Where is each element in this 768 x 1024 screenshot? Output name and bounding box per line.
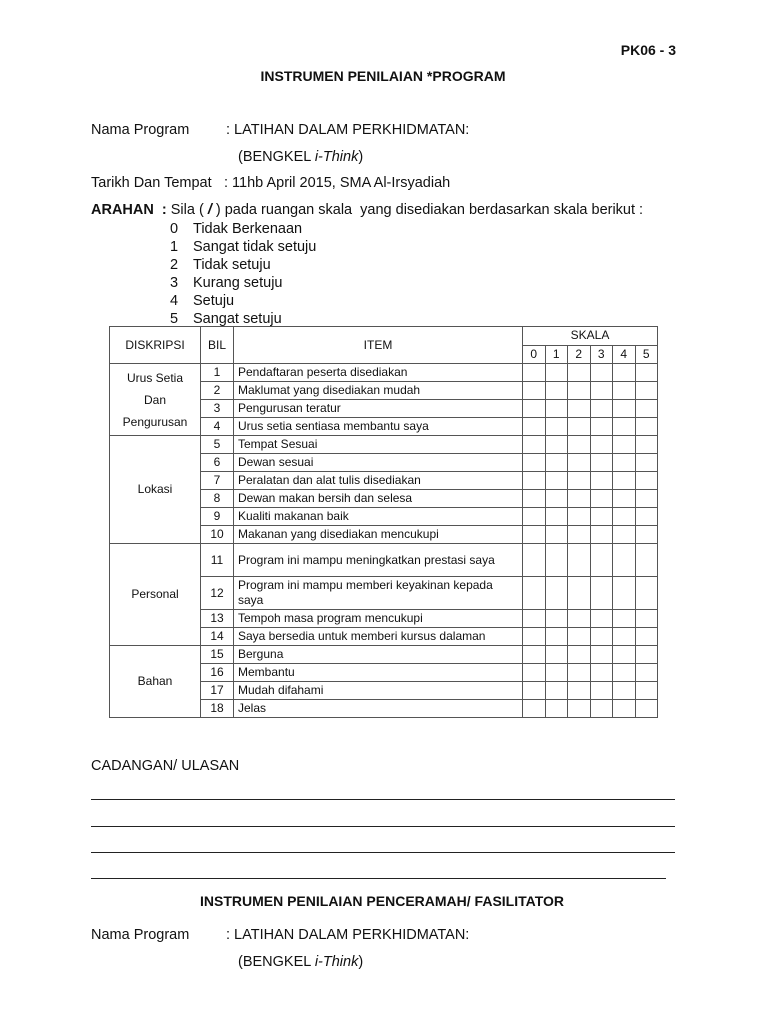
scale-item: 4 Setuju bbox=[170, 293, 235, 309]
scale-cell-5[interactable] bbox=[635, 577, 658, 610]
scale-cell-2[interactable] bbox=[568, 418, 591, 436]
bengkel-line: (BENGKEL i-Think) bbox=[238, 149, 364, 165]
scale-cell-3[interactable] bbox=[590, 610, 613, 628]
nama-program-label-2: Nama Program bbox=[91, 927, 190, 943]
scale-cell-1[interactable] bbox=[545, 682, 568, 700]
scale-cell-0[interactable] bbox=[523, 400, 546, 418]
scale-cell-3[interactable] bbox=[590, 382, 613, 400]
scale-cell-5[interactable] bbox=[635, 526, 658, 544]
scale-cell-3[interactable] bbox=[590, 454, 613, 472]
scale-cell-5[interactable] bbox=[635, 382, 658, 400]
row-item: Saya bersedia untuk memberi kursus dalaman bbox=[234, 628, 523, 646]
scale-cell-5[interactable] bbox=[635, 664, 658, 682]
scale-cell-1[interactable] bbox=[545, 400, 568, 418]
scale-cell-4[interactable] bbox=[613, 700, 636, 718]
row-item: Pengurusan teratur bbox=[234, 400, 523, 418]
scale-cell-2[interactable] bbox=[568, 700, 591, 718]
row-bil: 10 bbox=[201, 526, 234, 544]
scale-cell-2[interactable] bbox=[568, 646, 591, 664]
scale-cell-4[interactable] bbox=[613, 544, 636, 577]
scale-cell-3[interactable] bbox=[590, 700, 613, 718]
row-item: Tempoh masa program mencukupi bbox=[234, 610, 523, 628]
header-diskripsi: DISKRIPSI bbox=[110, 327, 201, 364]
scale-cell-0[interactable] bbox=[523, 382, 546, 400]
scale-cell-4[interactable] bbox=[613, 577, 636, 610]
row-bil: 2 bbox=[201, 382, 234, 400]
row-item: Peralatan dan alat tulis disediakan bbox=[234, 472, 523, 490]
scale-cell-5[interactable] bbox=[635, 682, 658, 700]
group-name-line: Lokasi bbox=[137, 482, 173, 496]
row-bil: 11 bbox=[201, 544, 234, 577]
arahan-line: ARAHAN : Sila ( / ) pada ruangan skala yang disediakan berdasarkan skala berikut : bbox=[91, 202, 644, 218]
scale-cell-3[interactable] bbox=[590, 490, 613, 508]
scale-cell-2[interactable] bbox=[568, 664, 591, 682]
scale-cell-4[interactable] bbox=[613, 454, 636, 472]
nama-program-label: Nama Program bbox=[91, 122, 190, 138]
scale-cell-1[interactable] bbox=[545, 628, 568, 646]
comment-line[interactable] bbox=[91, 852, 675, 853]
group-name-line: Urus Setia bbox=[126, 370, 184, 385]
scale-cell-4[interactable] bbox=[613, 526, 636, 544]
scale-cell-0[interactable] bbox=[523, 700, 546, 718]
row-bil: 13 bbox=[201, 610, 234, 628]
scale-cell-0[interactable] bbox=[523, 490, 546, 508]
scale-cell-4[interactable] bbox=[613, 364, 636, 382]
scale-cell-4[interactable] bbox=[613, 418, 636, 436]
group-name-line: Dan bbox=[143, 392, 166, 407]
row-bil: 1 bbox=[201, 364, 234, 382]
scale-cell-4[interactable] bbox=[613, 610, 636, 628]
scale-cell-0[interactable] bbox=[523, 664, 546, 682]
group-name bbox=[110, 436, 201, 544]
row-bil: 14 bbox=[201, 628, 234, 646]
scale-cell-0[interactable] bbox=[523, 577, 546, 610]
scale-cell-5[interactable] bbox=[635, 472, 658, 490]
row-bil: 18 bbox=[201, 700, 234, 718]
row-bil: 3 bbox=[201, 400, 234, 418]
scale-cell-1[interactable] bbox=[545, 577, 568, 610]
nama-program-value-2: : LATIHAN DALAM PERKHIDMATAN: bbox=[226, 927, 470, 943]
row-item: Dewan sesuai bbox=[234, 454, 523, 472]
scale-cell-0[interactable] bbox=[523, 646, 546, 664]
scale-cell-0[interactable] bbox=[523, 682, 546, 700]
scale-cell-3[interactable] bbox=[590, 436, 613, 454]
nama-program-value: : LATIHAN DALAM PERKHIDMATAN: bbox=[226, 122, 470, 138]
scale-cell-1[interactable] bbox=[545, 610, 568, 628]
comment-line[interactable] bbox=[91, 826, 675, 827]
scale-cell-4[interactable] bbox=[613, 382, 636, 400]
scale-item: 0 Tidak Berkenaan bbox=[170, 221, 303, 237]
tarikh-value: : 11hb April 2015, SMA Al-Irsyadiah bbox=[224, 175, 451, 191]
row-item: Kualiti makanan baik bbox=[234, 508, 523, 526]
group-name-line: Personal bbox=[131, 587, 179, 601]
scale-cell-4[interactable] bbox=[613, 628, 636, 646]
row-item: Makanan yang disediakan mencukupi bbox=[234, 526, 523, 544]
scale-cell-1[interactable] bbox=[545, 472, 568, 490]
header-scale-4: 4 bbox=[613, 345, 636, 364]
row-bil: 8 bbox=[201, 490, 234, 508]
scale-cell-4[interactable] bbox=[613, 472, 636, 490]
scale-cell-4[interactable] bbox=[613, 664, 636, 682]
table-row bbox=[110, 544, 658, 577]
scale-cell-0[interactable] bbox=[523, 610, 546, 628]
group-name bbox=[110, 646, 201, 718]
scale-item: 2 Tidak setuju bbox=[170, 257, 271, 273]
scale-cell-5[interactable] bbox=[635, 364, 658, 382]
scale-cell-1[interactable] bbox=[545, 664, 568, 682]
scale-cell-1[interactable] bbox=[545, 544, 568, 577]
row-item: Jelas bbox=[234, 700, 523, 718]
row-item: Program ini mampu meningkatkan prestasi saya bbox=[234, 544, 523, 577]
scale-cell-5[interactable] bbox=[635, 700, 658, 718]
group-name-line: Pengurusan bbox=[122, 414, 188, 429]
row-bil: 6 bbox=[201, 454, 234, 472]
scale-cell-4[interactable] bbox=[613, 400, 636, 418]
page-title: INSTRUMEN PENILAIAN *PROGRAM bbox=[260, 68, 506, 84]
evaluation-table bbox=[109, 326, 658, 718]
scale-cell-5[interactable] bbox=[635, 418, 658, 436]
scale-legend bbox=[170, 220, 316, 328]
header-scale-3: 3 bbox=[590, 345, 613, 364]
scale-item: 5 Sangat setuju bbox=[170, 311, 282, 327]
scale-cell-3[interactable] bbox=[590, 400, 613, 418]
comment-line[interactable] bbox=[91, 878, 666, 879]
row-item: Pendaftaran peserta disediakan bbox=[234, 364, 523, 382]
scale-cell-4[interactable] bbox=[613, 646, 636, 664]
scale-cell-2[interactable] bbox=[568, 400, 591, 418]
scale-cell-5[interactable] bbox=[635, 508, 658, 526]
scale-cell-3[interactable] bbox=[590, 646, 613, 664]
scale-cell-5[interactable] bbox=[635, 400, 658, 418]
scale-cell-0[interactable] bbox=[523, 544, 546, 577]
scale-cell-5[interactable] bbox=[635, 610, 658, 628]
scale-cell-1[interactable] bbox=[545, 436, 568, 454]
scale-cell-2[interactable] bbox=[568, 454, 591, 472]
header-scale-5: 5 bbox=[635, 345, 658, 364]
scale-cell-4[interactable] bbox=[613, 436, 636, 454]
row-item: Tempat Sesuai bbox=[234, 436, 523, 454]
cadangan-label: CADANGAN/ ULASAN bbox=[91, 758, 240, 774]
scale-cell-5[interactable] bbox=[635, 454, 658, 472]
scale-cell-0[interactable] bbox=[523, 364, 546, 382]
row-bil: 5 bbox=[201, 436, 234, 454]
table-row bbox=[110, 436, 658, 454]
scale-cell-0[interactable] bbox=[523, 628, 546, 646]
group-name bbox=[110, 364, 201, 436]
scale-cell-1[interactable] bbox=[545, 526, 568, 544]
scale-cell-1[interactable] bbox=[545, 490, 568, 508]
scale-cell-2[interactable] bbox=[568, 682, 591, 700]
row-item: Mudah difahami bbox=[234, 682, 523, 700]
scale-cell-3[interactable] bbox=[590, 682, 613, 700]
row-bil: 15 bbox=[201, 646, 234, 664]
header-scale-0: 0 bbox=[523, 345, 546, 364]
row-item: Urus setia sentiasa membantu saya bbox=[234, 418, 523, 436]
scale-cell-1[interactable] bbox=[545, 646, 568, 664]
row-item: Dewan makan bersih dan selesa bbox=[234, 490, 523, 508]
scale-cell-3[interactable] bbox=[590, 364, 613, 382]
scale-cell-1[interactable] bbox=[545, 700, 568, 718]
scale-cell-5[interactable] bbox=[635, 436, 658, 454]
table-row bbox=[110, 646, 658, 664]
form-code: PK06 - 3 bbox=[620, 42, 676, 58]
scale-cell-1[interactable] bbox=[545, 454, 568, 472]
scale-cell-2[interactable] bbox=[568, 508, 591, 526]
scale-cell-5[interactable] bbox=[635, 544, 658, 577]
scale-cell-0[interactable] bbox=[523, 472, 546, 490]
scale-cell-2[interactable] bbox=[568, 382, 591, 400]
scale-cell-3[interactable] bbox=[590, 664, 613, 682]
header-bil: BIL bbox=[201, 327, 234, 364]
scale-cell-4[interactable] bbox=[613, 682, 636, 700]
scale-cell-1[interactable] bbox=[545, 418, 568, 436]
scale-cell-1[interactable] bbox=[545, 364, 568, 382]
scale-cell-2[interactable] bbox=[568, 544, 591, 577]
row-bil: 4 bbox=[201, 418, 234, 436]
group-name bbox=[110, 544, 201, 646]
scale-cell-0[interactable] bbox=[523, 508, 546, 526]
scale-cell-1[interactable] bbox=[545, 382, 568, 400]
row-item: Maklumat yang disediakan mudah bbox=[234, 382, 523, 400]
scale-cell-5[interactable] bbox=[635, 646, 658, 664]
scale-cell-5[interactable] bbox=[635, 490, 658, 508]
group-name-line: Bahan bbox=[137, 674, 173, 688]
row-bil: 7 bbox=[201, 472, 234, 490]
scale-cell-3[interactable] bbox=[590, 508, 613, 526]
row-bil: 17 bbox=[201, 682, 234, 700]
scale-cell-3[interactable] bbox=[590, 472, 613, 490]
scale-cell-5[interactable] bbox=[635, 628, 658, 646]
row-bil: 12 bbox=[201, 577, 234, 610]
scale-cell-2[interactable] bbox=[568, 628, 591, 646]
scale-cell-2[interactable] bbox=[568, 577, 591, 610]
scale-cell-3[interactable] bbox=[590, 418, 613, 436]
scale-cell-3[interactable] bbox=[590, 526, 613, 544]
row-item: Program ini mampu memberi keyakinan kepada saya bbox=[234, 577, 523, 610]
bengkel-line-2: (BENGKEL i-Think) bbox=[238, 954, 364, 970]
header-item: ITEM bbox=[234, 327, 523, 364]
scale-cell-0[interactable] bbox=[523, 418, 546, 436]
table-header-row bbox=[110, 327, 658, 346]
scale-item: 1 Sangat tidak setuju bbox=[170, 239, 317, 255]
scale-cell-0[interactable] bbox=[523, 436, 546, 454]
scale-cell-0[interactable] bbox=[523, 454, 546, 472]
table-row bbox=[110, 364, 658, 382]
scale-cell-2[interactable] bbox=[568, 364, 591, 382]
scale-cell-2[interactable] bbox=[568, 610, 591, 628]
header-scale-2: 2 bbox=[568, 345, 591, 364]
comment-line[interactable] bbox=[91, 799, 675, 800]
scale-cell-2[interactable] bbox=[568, 526, 591, 544]
scale-cell-2[interactable] bbox=[568, 472, 591, 490]
scale-cell-4[interactable] bbox=[613, 490, 636, 508]
header-scale-1: 1 bbox=[545, 345, 568, 364]
scale-cell-2[interactable] bbox=[568, 490, 591, 508]
section2-title: INSTRUMEN PENILAIAN PENCERAMAH/ FASILITATOR bbox=[199, 893, 564, 909]
scale-cell-3[interactable] bbox=[590, 577, 613, 610]
scale-item: 3 Kurang setuju bbox=[170, 275, 283, 291]
scale-cell-4[interactable] bbox=[613, 508, 636, 526]
scale-cell-0[interactable] bbox=[523, 526, 546, 544]
row-item: Membantu bbox=[234, 664, 523, 682]
scale-cell-2[interactable] bbox=[568, 436, 591, 454]
row-bil: 16 bbox=[201, 664, 234, 682]
scale-cell-3[interactable] bbox=[590, 628, 613, 646]
scale-cell-1[interactable] bbox=[545, 508, 568, 526]
row-bil: 9 bbox=[201, 508, 234, 526]
row-item: Berguna bbox=[234, 646, 523, 664]
scale-cell-3[interactable] bbox=[590, 544, 613, 577]
header-skala: SKALA bbox=[523, 327, 658, 346]
tarikh-label: Tarikh Dan Tempat bbox=[91, 175, 212, 191]
